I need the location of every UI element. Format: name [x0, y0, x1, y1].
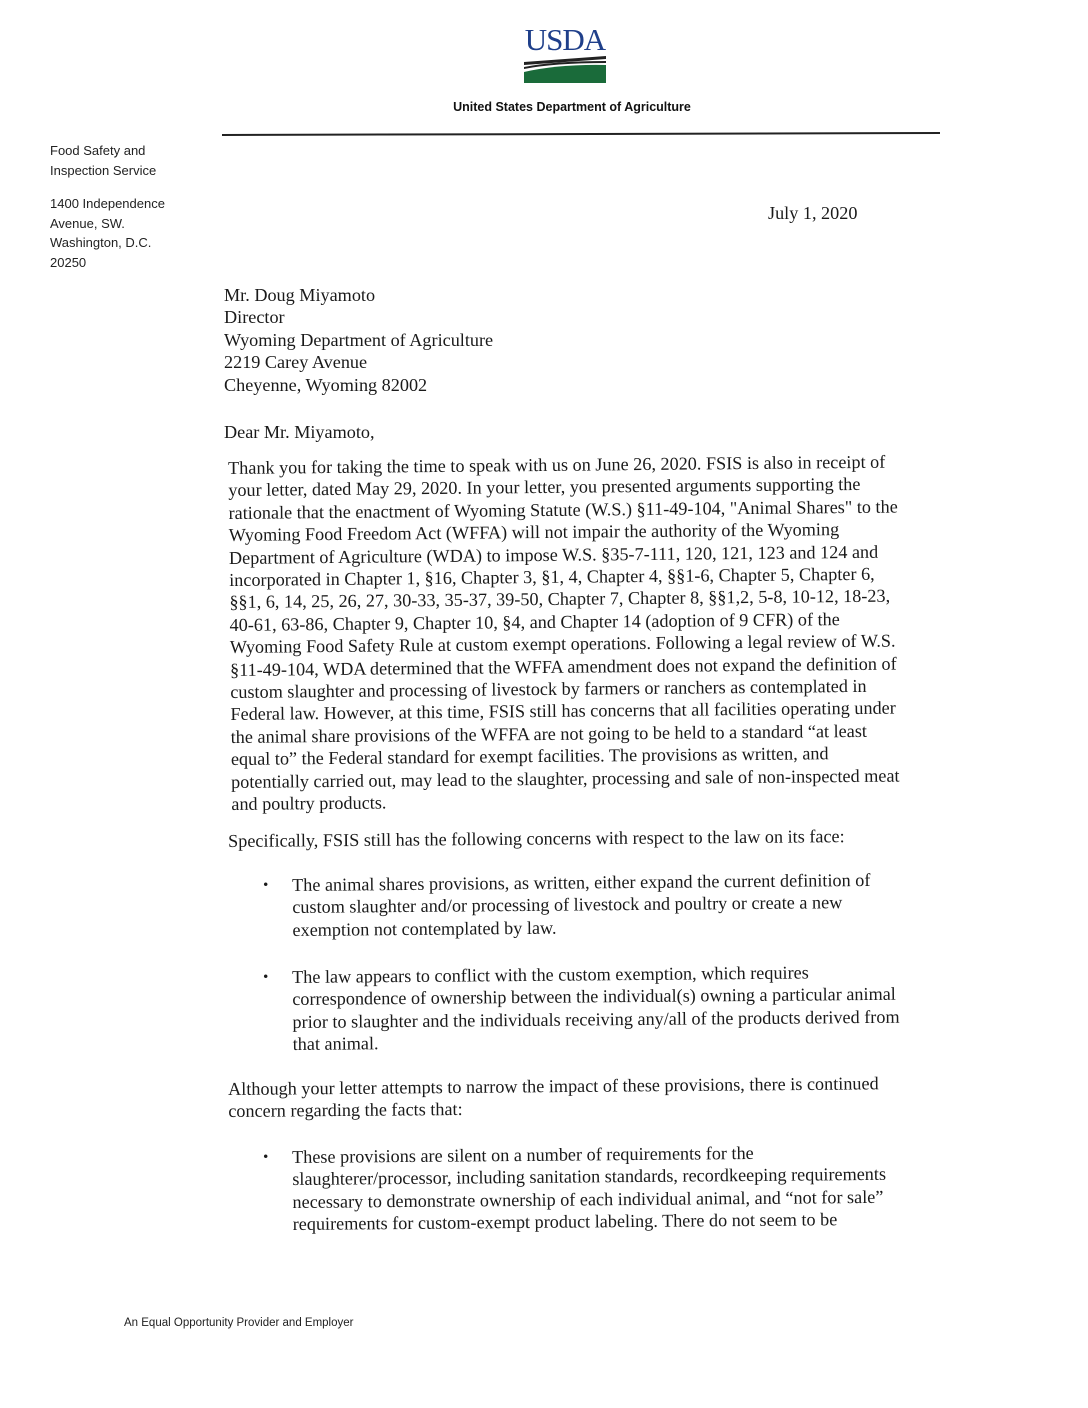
letter-date: July 1, 2020	[768, 203, 858, 223]
paragraph-line: concern regarding the facts that:	[228, 1099, 463, 1122]
address-line: 1400 Independence	[50, 196, 165, 211]
bullet-icon: •	[263, 877, 269, 894]
recipient-line: 2219 Carey Avenue	[224, 352, 368, 373]
sidebar-office-info	[50, 141, 165, 286]
bullet-line: requirements for custom-exempt product labeling. There do not seem to be	[292, 1209, 838, 1235]
paragraph-line: Department of Agriculture (WDA) to impose W.S. §35-7-111, 120, 121, 123 and 124 and	[228, 541, 879, 568]
paragraph-line: 40-61, 63-86, Chapter 9, Chapter 10, §4, and Chapter 14 (adoption of 9 CFR) of the	[229, 608, 840, 635]
usda-logo	[524, 24, 606, 84]
paragraph-line: Specifically, FSIS still has the following concerns with respect to the law on its face:	[228, 826, 845, 851]
recipient-line: Mr. Doug Miyamoto	[224, 285, 376, 305]
paragraph-line: the animal share provisions of the WFFA are not going to be held to a standard “at least	[230, 720, 868, 747]
paragraph-line: potentially carried out, may lead to the slaughter, processing and sale of non-inspected meat	[231, 765, 900, 792]
bullet-line: custom slaughter and/or processing of livestock and poultry or create a new	[292, 892, 843, 918]
paragraph-line: incorporated in Chapter 1, §16, Chapter 3, §1, 4, Chapter 4, §§1-6, Chapter 5, Chapter 6,	[229, 563, 875, 591]
agency-name-text: United States Department of Agriculture	[453, 100, 691, 114]
footer-eeo-statement: An Equal Opportunity Provider and Employer	[124, 1317, 354, 1329]
paragraph-line: Thank you for taking the time to speak with us on June 26, 2020. FSIS is also in receipt of	[228, 451, 886, 478]
body-paragraph-2	[228, 824, 946, 852]
office-name	[50, 141, 165, 180]
recipient-line: Director	[224, 307, 285, 328]
paragraph-line: custom slaughter and processing of livestock by farmers or ranchers as contemplated in	[230, 675, 867, 703]
bullet-line: The animal shares provisions, as written, either expand the current definition of	[292, 869, 871, 895]
agency-name	[0, 100, 1088, 114]
office-address	[50, 194, 165, 272]
paragraph-line: rationale that the enactment of Wyoming Statute (W.S.) §11-49-104, "Animal Shares" to the	[228, 496, 898, 523]
paragraph-line: Wyoming Food Safety Rule at custom exempt operations. Following a legal review of W.S.	[229, 630, 896, 658]
paragraph-line: Wyoming Food Freedom Act (WFFA) will not impair the authority of the Wyoming	[228, 519, 840, 546]
recipient-block	[224, 284, 493, 396]
bullet-line: correspondence of ownership between the individual(s) owning a particular animal	[292, 984, 896, 1010]
fact-bullet-1	[263, 1141, 887, 1236]
address-line: Washington, D.C.	[50, 235, 152, 250]
bullet-line: exemption not contemplated by law.	[292, 917, 557, 940]
bullet-line: slaughterer/processor, including sanitation standards, recordkeeping requirements	[292, 1164, 887, 1190]
header-rule	[222, 132, 940, 136]
usda-field-icon	[524, 56, 606, 84]
address-line: Avenue, SW.	[50, 215, 125, 231]
salutation: Dear Mr. Miyamoto,	[224, 422, 375, 442]
body-paragraph-3	[228, 1072, 946, 1123]
bullet-icon: •	[263, 1149, 269, 1166]
bullet-line: These provisions are silent on a number of requirements for the	[292, 1142, 754, 1167]
office-name-line: Food Safety and	[50, 143, 146, 158]
concern-bullet-2	[263, 961, 900, 1056]
body-paragraph-1	[228, 450, 949, 815]
paragraph-line: §§1, 6, 14, 25, 26, 27, 30-33, 35-37, 39-50, Chapter 7, Chapter 8, §§1,2, 5-8, 10-12, 18-23,	[229, 586, 891, 613]
paragraph-line: Federal law. However, at this time, FSIS still has concerns that all facilities operating under	[230, 698, 896, 725]
address-line: 20250	[50, 254, 87, 270]
recipient-line: Wyoming Department of Agriculture	[224, 329, 494, 350]
bullet-line: that animal.	[292, 1033, 379, 1055]
recipient-line: Cheyenne, Wyoming 82002	[224, 374, 428, 395]
bullet-line: The law appears to conflict with the custom exemption, which requires	[292, 962, 809, 987]
concern-bullet-1	[263, 869, 871, 941]
usda-logo-text: USDA	[524, 22, 606, 57]
paragraph-line: Although your letter attempts to narrow the impact of these provisions, there is continued	[228, 1073, 879, 1099]
bullet-line: prior to slaughter and the individuals receiving any/all of the products derived from	[292, 1006, 900, 1032]
office-name-line: Inspection Service	[50, 162, 157, 178]
paragraph-line: and poultry products.	[231, 792, 387, 815]
paragraph-line: §11-49-104, WDA determined that the WFFA amendment does not expand the definition of	[229, 653, 897, 680]
paragraph-line: equal to” the Federal standard for exempt facilities. The provisions as written, and	[230, 743, 829, 770]
bullet-line: necessary to demonstrate ownership of each individual animal, and “not for sale”	[292, 1186, 884, 1212]
paragraph-line: your letter, dated May 29, 2020. In your letter, you presented arguments supporting the	[228, 474, 861, 501]
bullet-icon: •	[263, 969, 269, 986]
